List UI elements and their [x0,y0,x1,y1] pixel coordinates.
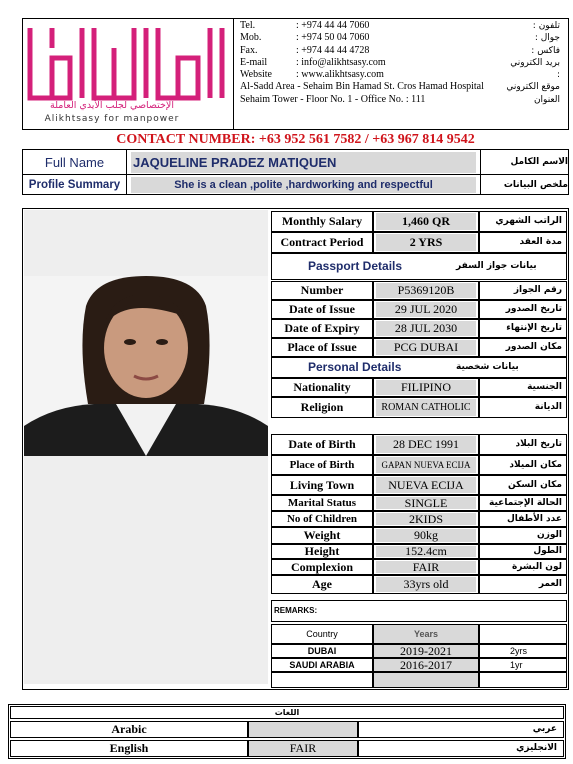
detail-value-cell [373,211,479,232]
detail-label: Age [271,575,373,594]
candidate-photo [24,276,268,456]
detail-label-ar: الوزن [479,527,567,544]
detail-value: 90kg [376,529,476,542]
detail-value-cell [373,232,479,253]
full-name-value: JAQUELINE PRADEZ MATIQUEN [131,152,476,173]
contact-value: : www.alikhtsasy.com [296,69,384,81]
remarks-country [271,672,373,688]
detail-label-ar: رقم الجواز [479,281,567,300]
detail-value-cell [373,527,479,544]
detail-label-ar: مدة العقد [479,232,567,253]
contact-row [240,45,484,57]
detail-label: Marital Status [271,495,373,511]
address-label-ar: العنوان [533,94,560,105]
company-logo [22,18,234,130]
detail-label: Living Town [271,475,373,495]
contact-row [240,69,484,81]
detail-value: 33yrs old [376,577,476,592]
remarks-country: DUBAI [271,644,373,658]
detail-value: P5369120B [376,283,476,298]
language-level: FAIR [248,740,358,757]
detail-value-cell [373,544,479,559]
section-title: Passport Details [308,259,403,273]
remarks-duration: 1yr [479,658,567,672]
detail-label: Place of Issue [271,338,373,357]
contact-label: Fax. [240,44,258,56]
address-line-2: Sehaim Tower - Floor No. 1 - Office No. : 111 [240,93,426,105]
remarks-label: REMARKS: [271,600,567,622]
address-line-1: Al-Sadd Area - Sehaim Bin Hamad St. Cros Hamad Hospital [240,81,484,93]
remarks-duration [479,672,567,688]
detail-label: Monthly Salary [271,211,373,232]
detail-label: No of Children [271,511,373,527]
detail-label: Height [271,544,373,559]
contact-label-ar: جوال : [534,33,560,44]
contact-row [240,32,484,44]
section-title-row [271,253,567,280]
contact-label-ar: فاكس : [531,45,560,56]
detail-value: 29 JUL 2020 [376,302,476,317]
detail-value-cell [373,434,479,455]
contact-label: Tel. [240,20,256,31]
full-name-label-ar: الاسم الكامل [481,150,569,175]
detail-value: GAPAN NUEVA ECIJA [376,457,476,473]
remarks-country: SAUDI ARABIA [271,658,373,672]
detail-label-ar: لون البشرة [479,559,567,575]
detail-label: Date of Expiry [271,319,373,338]
detail-value-cell [373,559,479,575]
detail-label: Place of Birth [271,455,373,475]
detail-label-ar: الراتب الشهري [479,211,567,232]
remarks-years [373,672,479,688]
detail-value-cell [373,475,479,495]
detail-label: Contract Period [271,232,373,253]
section-title-ar: بيانات شخصية [456,362,519,372]
profile-summary-value: She is a clean ,polite ,hardworking and respectful [131,177,476,193]
detail-value: 28 DEC 1991 [376,436,476,453]
language-name-ar: عربي [358,721,564,738]
detail-value: FAIR [376,561,476,573]
detail-label-ar: الحالة الإجتماعية [479,495,567,511]
detail-label-ar: الطول [479,544,567,559]
contact-value: : +974 44 44 7060 [296,20,370,31]
contact-info-arabic [505,20,560,106]
detail-label-ar: عدد الأطفال [479,511,567,527]
detail-value: 2 YRS [376,234,476,251]
detail-label-ar: العمر [479,575,567,594]
detail-label-ar: تاريخ الإنتهاء [479,319,567,338]
detail-value: ROMAN CATHOLIC [376,399,476,416]
detail-label-ar: تاريخ الصدور [479,300,567,319]
contact-row [240,57,484,69]
detail-label-ar: مكان السكن [479,475,567,495]
detail-value: SINGLE [376,497,476,509]
contact-label: Website [240,69,272,81]
detail-label-ar: الديانة [479,397,567,418]
contact-row [240,20,484,32]
detail-value-cell [373,338,479,357]
detail-label-ar: مكان الصدور [479,338,567,357]
contact-label-ar: موقع الكتروني [506,82,560,93]
detail-label-ar: مكان الميلاد [479,455,567,475]
remarks-years: Years [373,624,479,644]
detail-value: 1,460 QR [376,213,476,230]
detail-value: 152.4cm [376,546,476,557]
detail-value-cell [373,511,479,527]
detail-value: NUEVA ECIJA [376,477,476,493]
detail-label: Complexion [271,559,373,575]
remarks-duration [479,624,567,644]
full-name-label: Full Name [23,150,127,175]
detail-label: Nationality [271,378,373,397]
logo-english-text: Alikhtsasy for manpower [44,114,180,124]
detail-value-cell [373,378,479,397]
detail-value-cell [373,319,479,338]
detail-label: Date of Issue [271,300,373,319]
detail-value-cell [373,281,479,300]
remarks-duration: 2yrs [479,644,567,658]
contact-value: : +974 44 44 4728 [296,44,370,56]
language-name: English [10,740,248,757]
section-title-ar: بيانات جواز السفر [456,261,537,271]
languages-title: اللغات [10,706,564,719]
detail-label: Number [271,281,373,300]
language-name-ar: الانجليزي [358,740,564,757]
contact-label: Mob. [240,32,262,44]
detail-value: 28 JUL 2030 [376,321,476,336]
profile-table [22,149,569,195]
profile-summary-label-ar: ملخص البيانات [481,175,569,195]
section-title-row [271,357,567,378]
language-name: Arabic [10,721,248,738]
detail-label-ar: الجنسية [479,378,567,397]
detail-value-cell [373,397,479,418]
detail-value-cell [373,495,479,511]
detail-label: Weight [271,527,373,544]
detail-label: Religion [271,397,373,418]
contact-label-ar: بريد الكتروني : [510,57,560,81]
contact-label: E-mail [240,56,268,68]
section-title: Personal Details [308,360,402,374]
detail-value: PCG DUBAI [376,340,476,355]
remarks-years: 2016-2017 [373,658,479,672]
contact-value: : info@alikhtsasy.com [296,56,386,68]
language-level [248,721,358,738]
contact-number: CONTACT NUMBER: +63 952 561 7582 / +63 967 814 9542 [116,132,475,147]
detail-value-cell [373,300,479,319]
logo-arabic-text: الإختصاصي لجلب الأيدي العاملة [50,100,174,111]
detail-value: 2KIDS [376,513,476,525]
detail-value-cell [373,455,479,475]
contact-value: : +974 50 04 7060 [296,32,370,44]
detail-label: Date of Birth [271,434,373,455]
detail-label-ar: تاريخ البلاد [479,434,567,455]
remarks-years: 2019-2021 [373,644,479,658]
profile-summary-label: Profile Summary [23,175,127,195]
remarks-country: Country [271,624,373,644]
detail-value: FILIPINO [376,380,476,395]
contact-info [240,20,484,106]
detail-value-cell [373,575,479,594]
contact-label-ar: تلفون : [532,21,560,31]
